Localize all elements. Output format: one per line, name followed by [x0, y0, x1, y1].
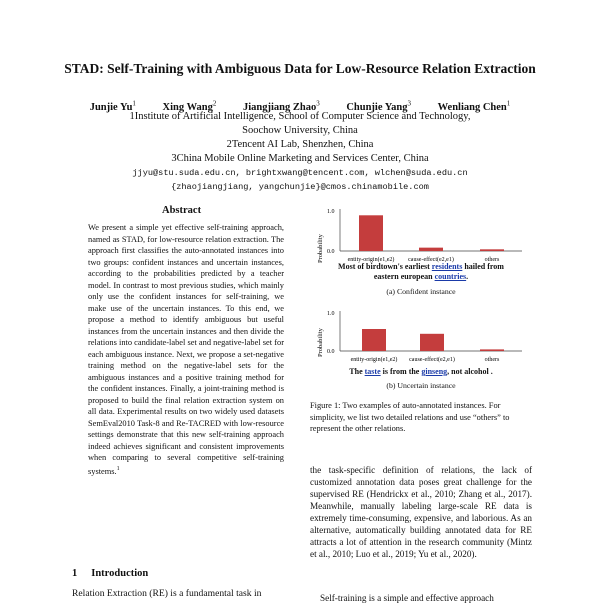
bar-entity-origin-e1-e2-	[362, 329, 386, 351]
bar-others	[480, 349, 504, 351]
x-tick-label: entity-origin(e1,e2)	[347, 257, 395, 263]
subfigure-caption: (b) Uncertain instance	[386, 381, 456, 390]
example-sentence: The taste is from the ginseng, not alcohol .	[349, 367, 493, 376]
bar-cause-effect-e2-e1-	[420, 334, 444, 351]
x-tick-label: cause-effect(e2,e1)	[409, 357, 455, 363]
y-tick-top: 1.0	[327, 209, 335, 215]
body-text-right: the task-specific definition of relations, the lack of customized annotation data poses great challenge for the supervised RE (Hendrickx et al., 2010; Zhang et al., 2017). Meanwhile, manually labeling large-scale RE data is extremely time-consuming, expensive, and laborious. As an alternative, automatically building annotated data for RE attracts a lot of attention in the research community (Mintz et al., 2010; Luo et al., 2019; Yu et al., 2020).	[310, 465, 532, 559]
x-tick-label: cause-effect(e2,e1)	[408, 257, 454, 263]
y-axis-label: Probability	[317, 328, 324, 357]
chart-confident	[310, 203, 532, 271]
y-tick-bottom: 0.0	[327, 349, 335, 355]
chart-uncertain	[310, 305, 532, 367]
paper-title: STAD: Self-Training with Ambiguous Data for Low-Resource Relation Extraction	[64, 61, 536, 76]
y-tick-bottom: 0.0	[327, 249, 335, 255]
author: Chunjie Yang$^3$	[346, 99, 411, 113]
y-axis-label: Probability	[317, 234, 324, 263]
x-tick-label: others	[484, 257, 500, 263]
bar-others	[480, 249, 504, 251]
affiliation-line: 3China Mobile Online Marketing and Services Center, China	[171, 153, 429, 164]
abstract-text: We present a simple yet effective self-training approach, named as STAD, for low-resource relation extraction. The approach first classifies the auto-annotated instances into two groups: confident instances and uncertain instances, according to the probabilities predicted by a teacher model. In contrast to most previous studies, which mainly only use the confident instances for self-training, we make use of the uncertain instances. To this end, we propose a method to identify ambiguous but useful instances from the uncertain instances and then divide the relations into candidate-label set and negative-label set for each ambiguous instance. Next, we propose a set-negative training method on the negative-label sets for the ambiguous instances and a positive training method for the confident instances. Finally, a joint-training method is proposed to build the final relation extraction system on all data. Experimental results on two widely used datasets SemEval2010 Task-8 and Re-TACRED with low-resource settings demonstrate that this new self-training approach indeed achieves significant and consistent improvements when comparing to several competitive self-training systems.$^1$	[88, 223, 284, 476]
author: Jiangjiang Zhao$^3$	[242, 99, 320, 113]
subfigure-caption: (a) Confident instance	[386, 287, 456, 296]
abstract-heading: Abstract	[162, 205, 202, 216]
bar-cause-effect-e2-e1-	[419, 248, 443, 251]
affiliation-line: Soochow University, China	[242, 125, 358, 136]
email-line: {zhaojiangjiang, yangchunjie}@cmos.chinamobile.com	[171, 182, 429, 192]
body-text-left: Relation Extraction (RE) is a fundamental task in	[72, 588, 262, 599]
email-line: jjyu@stu.suda.edu.cn, brightxwang@tencent.com, wlchen@suda.edu.cn	[132, 168, 468, 178]
figure-caption: Figure 1: Two examples of auto-annotated instances. For simplicity, we list two detailed relations and use “others” to represent the other relations.	[310, 401, 510, 433]
author: Xing Wang$^2$	[162, 99, 217, 113]
example-sentence: Most of birdtown's earliest residents hailed from eastern european countries.	[338, 262, 504, 281]
x-tick-label: entity-origin(e1,e2)	[350, 357, 398, 363]
body-text-right: Self-training is a simple and effective approach	[320, 593, 494, 603]
affiliation-line: 2Tencent AI Lab, Shenzhen, China	[226, 139, 374, 150]
author: Wenliang Chen$^1$	[437, 99, 511, 113]
author: Junjie Yu$^1$	[89, 99, 136, 113]
x-tick-label: others	[484, 357, 500, 363]
affiliation-line: 1Institute of Artificial Intelligence, School of Computer Science and Technology,	[129, 111, 471, 122]
section-heading: 1 Introduction	[72, 568, 149, 579]
y-tick-top: 1.0	[327, 311, 335, 317]
bar-entity-origin-e1-e2-	[359, 215, 383, 251]
